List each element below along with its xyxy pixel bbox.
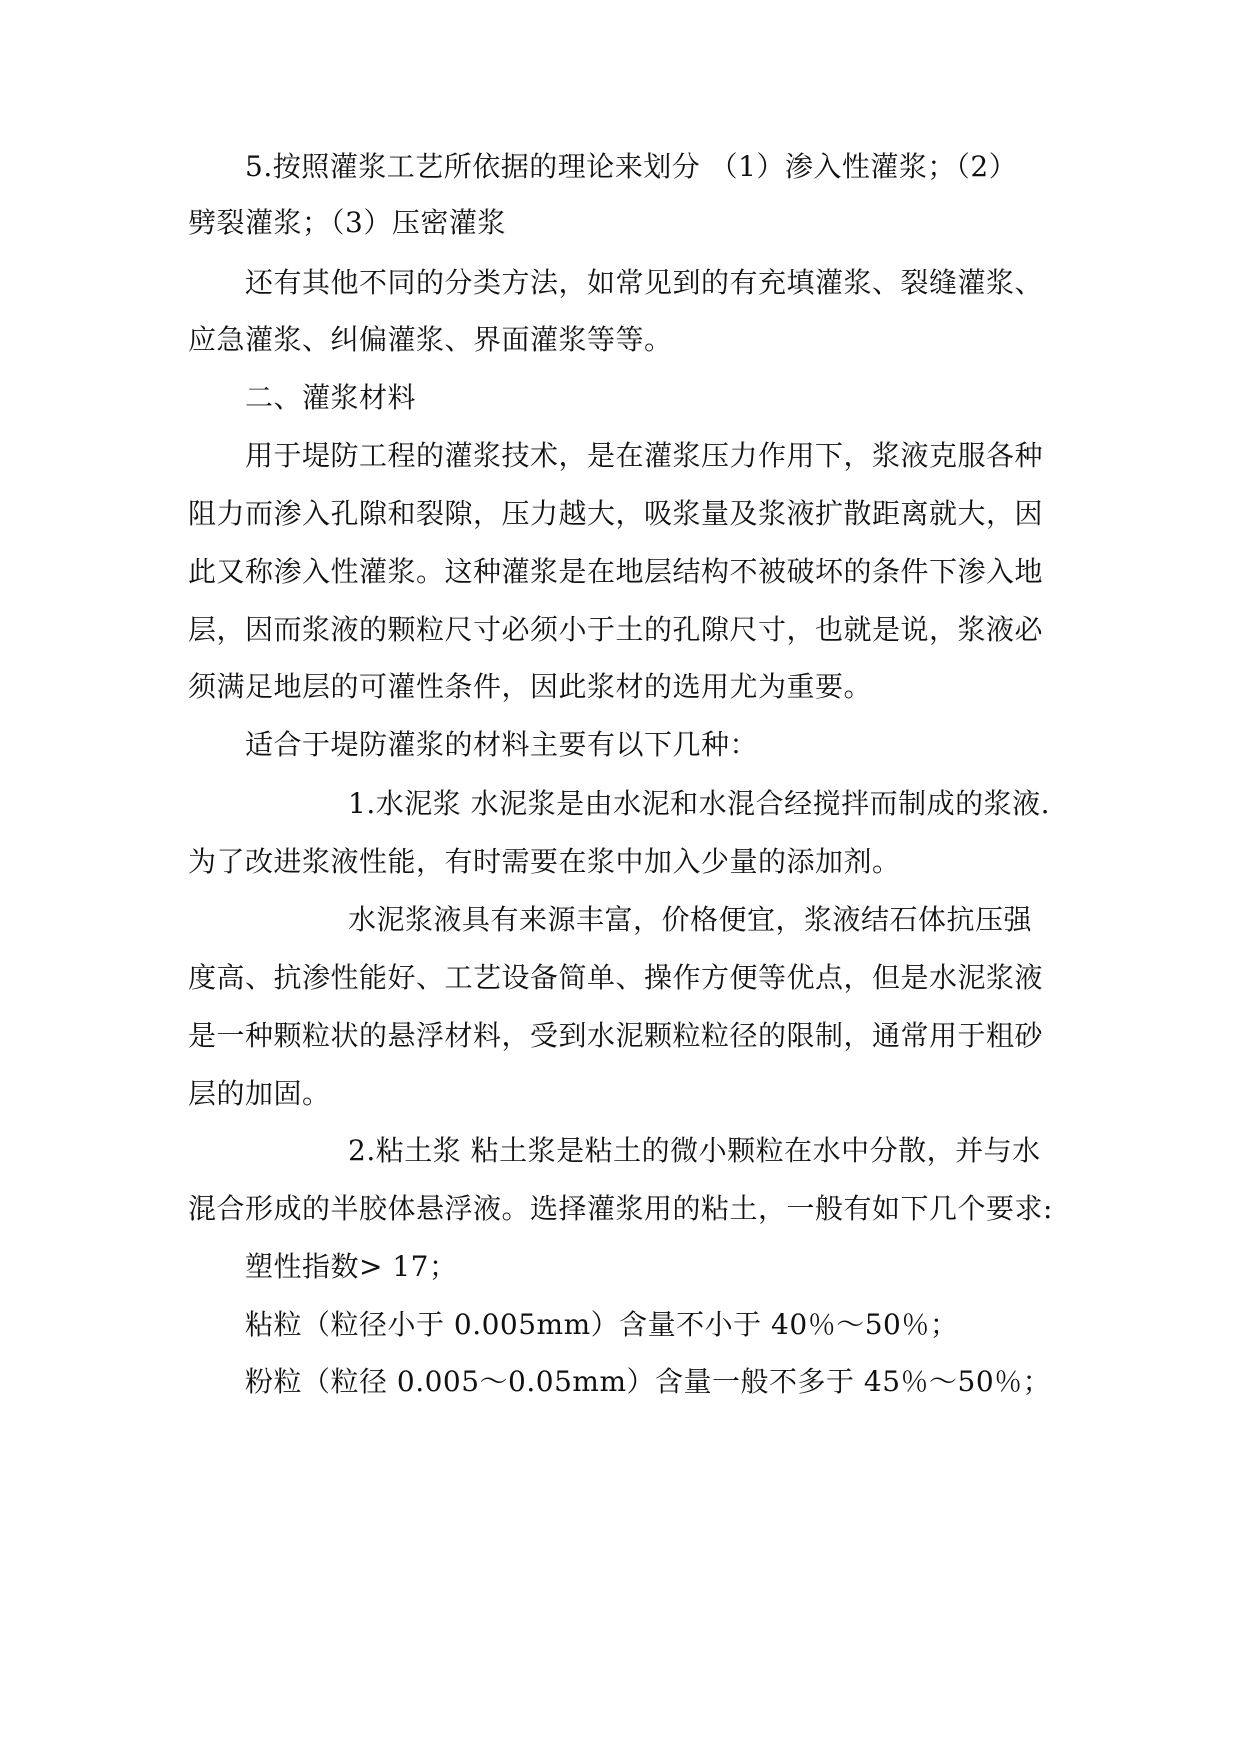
- paragraph-line: 水泥浆液具有来源丰富，价格便宜，浆液结石体抗压强: [348, 903, 1033, 936]
- paragraph-line: 用于堤防工程的灌浆技术，是在灌浆压力作用下，浆液克服各种: [245, 439, 1044, 472]
- paragraph-line: 阻力而渗入孔隙和裂隙，压力越大，吸浆量及浆液扩散距离就大，因: [188, 497, 1044, 530]
- paragraph-line: 须满足地层的可灌性条件，因此浆材的选用尤为重要。: [188, 670, 873, 703]
- paragraph-line: 劈裂灌浆；（3）压密灌浆: [188, 206, 506, 239]
- paragraph-line: 层的加固。: [188, 1077, 331, 1110]
- section-heading: 二、灌浆材料: [245, 381, 417, 414]
- paragraph-line: 应急灌浆、纠偏灌浆、界面灌浆等等。: [188, 323, 673, 356]
- list-item-line: 1.水泥浆 水泥浆是由水泥和水混合经搅拌而制成的浆液.: [348, 787, 1051, 820]
- paragraph-line: 度高、抗渗性能好、工艺设备简单、操作方便等优点，但是水泥浆液: [188, 961, 1044, 994]
- paragraph-line: 混合形成的半胶体悬浮液。选择灌浆用的粘土，一般有如下几个要求:: [188, 1192, 1053, 1225]
- paragraph-line: 此又称渗入性灌浆。这种灌浆是在地层结构不被破坏的条件下渗入地: [188, 555, 1044, 588]
- paragraph-line: 5.按照灌浆工艺所依据的理论来划分 （1）渗入性灌浆；（2）: [245, 150, 1018, 183]
- paragraph-line: 还有其他不同的分类方法，如常见到的有充填灌浆、裂缝灌浆、: [245, 266, 1044, 299]
- requirement-line: 塑性指数> 17；: [245, 1250, 458, 1283]
- paragraph-line: 是一种颗粒状的悬浮材料，受到水泥颗粒粒径的限制，通常用于粗砂: [188, 1019, 1044, 1052]
- requirement-line: 粘粒（粒径小于 0.005mm）含量不小于 40％～50％；: [245, 1308, 959, 1341]
- paragraph-line: 为了改进浆液性能，有时需要在浆中加入少量的添加剂。: [188, 845, 901, 878]
- requirement-line: 粉粒（粒径 0.005～0.05mm）含量一般不多于 45％～50％；: [245, 1365, 1052, 1398]
- list-item-line: 2.粘土浆 粘土浆是粘土的微小颗粒在水中分散，并与水: [348, 1134, 1041, 1167]
- paragraph-line: 层，因而浆液的颗粒尺寸必须小于土的孔隙尺寸，也就是说，浆液必: [188, 613, 1044, 646]
- paragraph-line: 适合于堤防灌浆的材料主要有以下几种：: [245, 728, 759, 761]
